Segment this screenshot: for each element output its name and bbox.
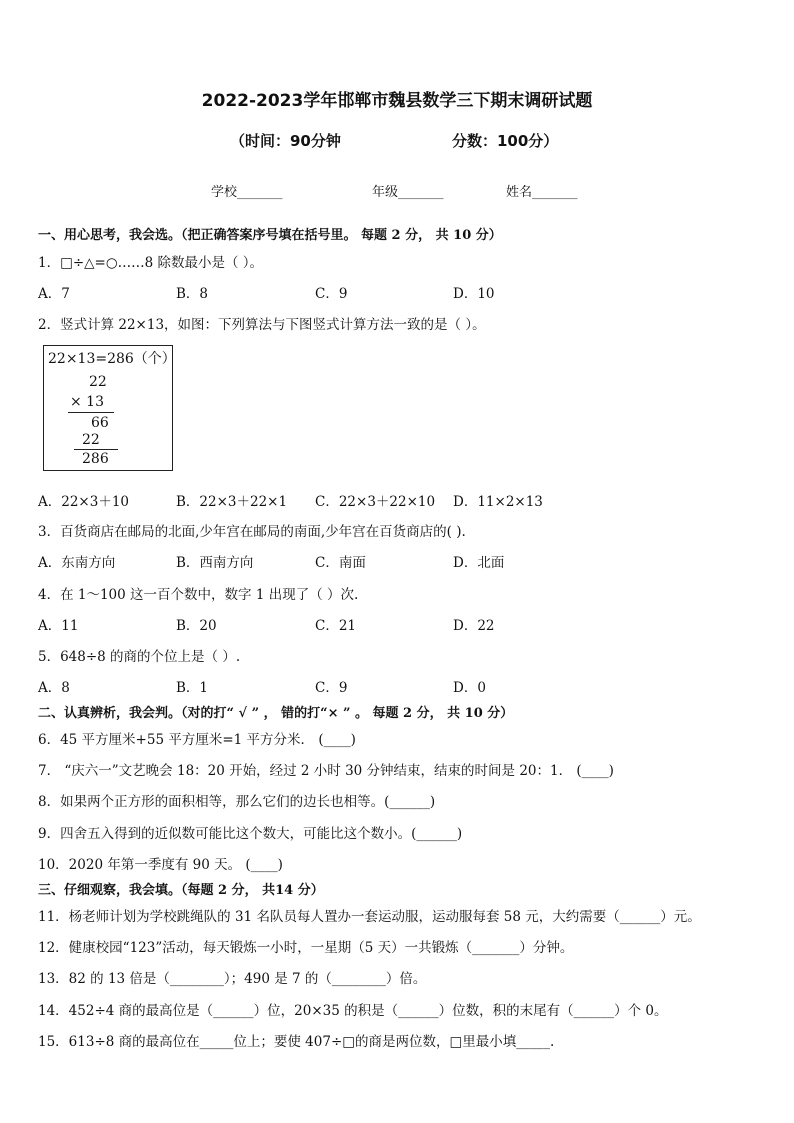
question-3: 3．百货商店在邮局的北面,少年宫在邮局的南面,少年宫在百货商店的( ). [38, 524, 466, 540]
section-2-heading: 二、认真辨析，我会判。（对的打“ √ ” ， 错的打“× ” 。 每题 2 分， 共 10 分） [38, 706, 514, 721]
question-4: 4．在 1～100 这一百个数中，数字 1 出现了（ ）次. [38, 587, 359, 603]
question-6: 6．45 平方厘米+55 平方厘米=1 平方分米． (____) [38, 732, 356, 748]
exam-time: （时间：90分钟 [230, 132, 341, 150]
q3-option-b: B．西南方向 [176, 555, 254, 571]
question-1: 1．□÷△=○……8 除数最小是（ ）。 [38, 255, 264, 271]
calc-partial-1: 66 [91, 415, 109, 431]
q3-option-c: C．南面 [315, 555, 366, 571]
question-14: 14．452÷4 商的最高位是（______）位，20×35 的积是（______）位数，积的末尾有（______）个 0。 [38, 1003, 668, 1019]
vertical-calculation-box [43, 345, 176, 471]
q4-option-c: C．21 [315, 618, 357, 634]
q1-option-a: A．7 [38, 286, 70, 302]
q4-option-d: D．22 [453, 618, 495, 634]
calc-multiplier: × 13 [70, 394, 104, 410]
question-13: 13．82 的 13 倍是（________）；490 是 7 的（________）倍。 [38, 971, 427, 987]
question-9: 9．四舍五入得到的近似数可能比这个数大，可能比这个数小。(______) [38, 826, 463, 842]
q4-option-a: A．11 [38, 618, 79, 634]
q5-option-b: B．1 [176, 680, 209, 696]
question-12: 12．健康校园“123”活动，每天锻炼一小时，一星期（5 天）一共锻炼（_______）分钟。 [38, 940, 574, 956]
calc-result: 286 [82, 451, 109, 467]
q3-option-a: A．东南方向 [38, 555, 116, 571]
q3-option-d: D．北面 [453, 555, 505, 571]
q1-option-d: D．10 [453, 286, 495, 302]
question-8: 8．如果两个正方形的面积相等，那么它们的边长也相等。(______) [38, 794, 436, 810]
question-2: 2．竖式计算 22×13，如图：下列算法与下图竖式计算方法一致的是（ ）。 [38, 317, 486, 333]
question-5: 5．648÷8 的商的个位上是（ ）. [38, 649, 241, 665]
grade-field: 年级_______ [372, 185, 444, 200]
q2-option-d: D．11×2×13 [453, 494, 543, 510]
question-15: 15．613÷8 商的最高位在_____位上；要使 407÷□的商是两位数，□里最小填_____. [38, 1034, 555, 1050]
q2-option-c: C．22×3＋22×10 [315, 494, 436, 510]
q5-option-d: D．0 [453, 680, 486, 696]
calc-partial-2: 22 [82, 432, 100, 448]
calc-rule-1 [68, 412, 114, 413]
question-11: 11．杨老师计划为学校跳绳队的 31 名队员每人置办一套运动服，运动服每套 58 元，大约需要（______）元。 [38, 909, 701, 925]
calc-multiplicand: 22 [89, 374, 107, 390]
q5-option-a: A．8 [38, 680, 70, 696]
calc-equation: 22×13=286（个） [48, 351, 176, 367]
question-7: 7． “庆六一”文艺晚会 18：20 开始，经过 2 小时 30 分钟结束，结束的时间是 20：1． (____) [38, 763, 614, 779]
q2-option-a: A．22×3＋10 [38, 494, 130, 510]
exam-title: 2022-2023学年邯郸市魏县数学三下期末调研试题 [201, 91, 593, 111]
q1-option-c: C．9 [315, 286, 348, 302]
section-1-heading: 一、用心思考，我会选。（把正确答案序号填在括号里。 每题 2 分， 共 10 分） [38, 228, 502, 243]
section-3-heading: 三、仔细观察，我会填。（每题 2 分， 共14 分） [38, 883, 324, 898]
exam-score: 分数：100分） [452, 132, 559, 150]
calc-rule-2 [74, 449, 118, 450]
q5-option-c: C．9 [315, 680, 348, 696]
q2-option-b: B．22×3＋22×1 [176, 494, 288, 510]
q4-option-b: B．20 [176, 618, 217, 634]
q1-option-b: B．8 [176, 286, 209, 302]
name-field: 姓名_______ [506, 185, 578, 200]
school-field: 学校_______ [211, 185, 283, 200]
question-10: 10．2020 年第一季度有 90 天。 (____) [38, 857, 283, 873]
